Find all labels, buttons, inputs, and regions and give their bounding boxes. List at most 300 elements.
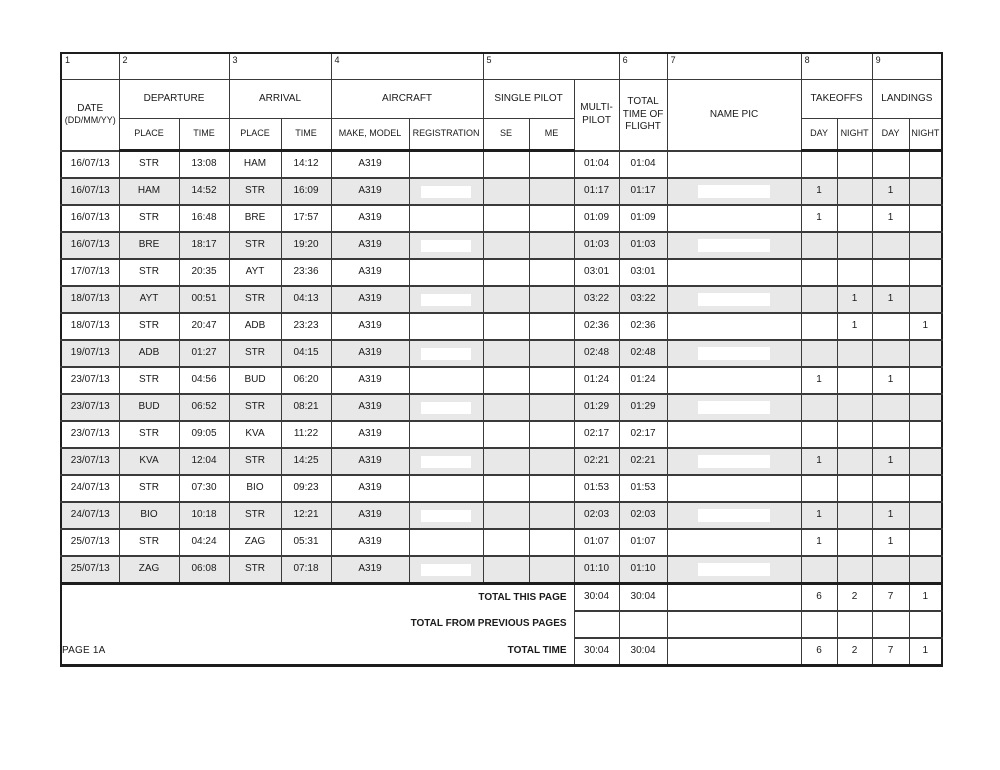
header-se: SE bbox=[483, 119, 529, 151]
group-header-row bbox=[61, 80, 942, 119]
cell-departure-place: STR bbox=[119, 205, 179, 232]
cell-landings-day bbox=[872, 259, 909, 286]
cell-date: 17/07/13 bbox=[61, 259, 119, 286]
cell-arrival-time: 14:12 bbox=[281, 151, 331, 179]
total-previous-pages-landings-day bbox=[872, 611, 909, 638]
cell-single-pilot-se bbox=[483, 151, 529, 179]
cell-takeoffs-night bbox=[837, 232, 872, 259]
flight-row bbox=[61, 178, 942, 205]
cell-arrival-time: 08:21 bbox=[281, 394, 331, 421]
cell-single-pilot-se bbox=[483, 286, 529, 313]
cell-registration bbox=[409, 556, 483, 584]
cell-arrival-place: BUD bbox=[229, 367, 281, 394]
header-date bbox=[61, 80, 119, 151]
cell-landings-day: 1 bbox=[872, 448, 909, 475]
total-previous-pages-takeoffs-day bbox=[801, 611, 837, 638]
cell-landings-night bbox=[909, 529, 942, 556]
cell-make-model: A319 bbox=[331, 529, 409, 556]
cell-takeoffs-day bbox=[801, 259, 837, 286]
cell-landings-day bbox=[872, 421, 909, 448]
flights-body bbox=[61, 151, 942, 584]
cell-arrival-place: STR bbox=[229, 556, 281, 584]
cell-departure-time: 20:35 bbox=[179, 259, 229, 286]
total-this-page-label: TOTAL THIS PAGE bbox=[61, 584, 574, 612]
cell-landings-night bbox=[909, 421, 942, 448]
cell-date: 19/07/13 bbox=[61, 340, 119, 367]
col-number-5: 5 bbox=[483, 53, 619, 80]
redaction-box bbox=[698, 428, 770, 441]
cell-landings-day: 1 bbox=[872, 502, 909, 529]
cell-takeoffs-night bbox=[837, 205, 872, 232]
total-previous-pages-row bbox=[61, 611, 942, 638]
redaction-box bbox=[421, 402, 471, 414]
cell-make-model: A319 bbox=[331, 178, 409, 205]
header-registration: REGISTRATION bbox=[409, 119, 483, 151]
cell-departure-place: STR bbox=[119, 529, 179, 556]
cell-arrival-time: 14:25 bbox=[281, 448, 331, 475]
cell-takeoffs-night bbox=[837, 367, 872, 394]
cell-landings-day bbox=[872, 232, 909, 259]
cell-multi-pilot: 02:17 bbox=[574, 421, 619, 448]
header-landings: LANDINGS bbox=[872, 80, 942, 119]
cell-multi-pilot: 02:21 bbox=[574, 448, 619, 475]
cell-single-pilot-me bbox=[529, 502, 574, 529]
cell-total-time: 01:03 bbox=[619, 232, 667, 259]
cell-total-time: 01:07 bbox=[619, 529, 667, 556]
flight-row bbox=[61, 556, 942, 584]
cell-departure-place: STR bbox=[119, 421, 179, 448]
cell-takeoffs-day bbox=[801, 394, 837, 421]
cell-departure-place: STR bbox=[119, 313, 179, 340]
total-time-label: TOTAL TIME bbox=[61, 638, 574, 666]
cell-arrival-place: STR bbox=[229, 178, 281, 205]
cell-registration bbox=[409, 259, 483, 286]
cell-departure-place: ADB bbox=[119, 340, 179, 367]
cell-registration bbox=[409, 313, 483, 340]
cell-departure-time: 06:52 bbox=[179, 394, 229, 421]
header-landings-day: DAY bbox=[872, 119, 909, 151]
total-time-row bbox=[61, 638, 942, 666]
cell-takeoffs-night bbox=[837, 475, 872, 502]
redaction-box bbox=[421, 483, 471, 495]
total-time-multi-pilot: 30:04 bbox=[574, 638, 619, 666]
cell-multi-pilot: 03:22 bbox=[574, 286, 619, 313]
cell-landings-night bbox=[909, 475, 942, 502]
cell-registration bbox=[409, 448, 483, 475]
cell-takeoffs-day bbox=[801, 475, 837, 502]
cell-multi-pilot: 01:17 bbox=[574, 178, 619, 205]
cell-single-pilot-se bbox=[483, 232, 529, 259]
redaction-box bbox=[421, 348, 471, 360]
table-header bbox=[61, 53, 942, 151]
cell-departure-time: 14:52 bbox=[179, 178, 229, 205]
cell-takeoffs-night bbox=[837, 421, 872, 448]
cell-total-time: 03:01 bbox=[619, 259, 667, 286]
cell-arrival-place: STR bbox=[229, 448, 281, 475]
redaction-box bbox=[421, 267, 471, 279]
cell-total-time: 01:29 bbox=[619, 394, 667, 421]
cell-arrival-place: STR bbox=[229, 232, 281, 259]
header-make-model: MAKE, MODEL bbox=[331, 119, 409, 151]
cell-single-pilot-se bbox=[483, 448, 529, 475]
cell-departure-time: 01:27 bbox=[179, 340, 229, 367]
cell-date: 16/07/13 bbox=[61, 178, 119, 205]
cell-landings-day bbox=[872, 394, 909, 421]
cell-single-pilot-me bbox=[529, 421, 574, 448]
cell-landings-day bbox=[872, 340, 909, 367]
cell-make-model: A319 bbox=[331, 448, 409, 475]
cell-arrival-time: 07:18 bbox=[281, 556, 331, 584]
cell-make-model: A319 bbox=[331, 475, 409, 502]
flight-row bbox=[61, 151, 942, 179]
cell-total-time: 01:24 bbox=[619, 367, 667, 394]
total-time-total-time: 30:04 bbox=[619, 638, 667, 666]
cell-multi-pilot: 01:10 bbox=[574, 556, 619, 584]
cell-registration bbox=[409, 232, 483, 259]
cell-make-model: A319 bbox=[331, 394, 409, 421]
cell-takeoffs-day: 1 bbox=[801, 367, 837, 394]
cell-date: 23/07/13 bbox=[61, 394, 119, 421]
flight-log-table bbox=[60, 52, 943, 667]
cell-single-pilot-me bbox=[529, 529, 574, 556]
header-takeoffs-night: NIGHT bbox=[837, 119, 872, 151]
cell-make-model: A319 bbox=[331, 151, 409, 179]
cell-departure-place: STR bbox=[119, 259, 179, 286]
cell-single-pilot-se bbox=[483, 313, 529, 340]
flight-row bbox=[61, 502, 942, 529]
cell-name-pic bbox=[667, 421, 801, 448]
cell-takeoffs-night bbox=[837, 340, 872, 367]
cell-single-pilot-me bbox=[529, 475, 574, 502]
total-previous-pages-multi-pilot bbox=[574, 611, 619, 638]
cell-multi-pilot: 03:01 bbox=[574, 259, 619, 286]
flight-row bbox=[61, 475, 942, 502]
cell-multi-pilot: 02:36 bbox=[574, 313, 619, 340]
cell-single-pilot-se bbox=[483, 367, 529, 394]
cell-landings-night bbox=[909, 367, 942, 394]
cell-landings-night bbox=[909, 205, 942, 232]
cell-name-pic bbox=[667, 313, 801, 340]
cell-arrival-time: 05:31 bbox=[281, 529, 331, 556]
cell-departure-place: BIO bbox=[119, 502, 179, 529]
redaction-box bbox=[698, 185, 770, 198]
cell-single-pilot-se bbox=[483, 529, 529, 556]
total-this-page-takeoffs-night: 2 bbox=[837, 584, 872, 612]
totals-body bbox=[61, 584, 942, 666]
flight-row bbox=[61, 367, 942, 394]
cell-departure-time: 09:05 bbox=[179, 421, 229, 448]
cell-takeoffs-day bbox=[801, 421, 837, 448]
redaction-box bbox=[698, 239, 770, 252]
cell-single-pilot-se bbox=[483, 205, 529, 232]
redaction-box bbox=[698, 455, 770, 468]
cell-departure-time: 04:56 bbox=[179, 367, 229, 394]
cell-landings-night bbox=[909, 286, 942, 313]
cell-departure-time: 13:08 bbox=[179, 151, 229, 179]
cell-landings-night: 1 bbox=[909, 313, 942, 340]
cell-total-time: 02:17 bbox=[619, 421, 667, 448]
cell-date: 18/07/13 bbox=[61, 286, 119, 313]
redaction-box bbox=[698, 320, 770, 333]
cell-multi-pilot: 01:29 bbox=[574, 394, 619, 421]
header-date-label: DATE bbox=[77, 102, 104, 114]
cell-arrival-time: 06:20 bbox=[281, 367, 331, 394]
total-this-page-multi-pilot: 30:04 bbox=[574, 584, 619, 612]
header-landings-night: NIGHT bbox=[909, 119, 942, 151]
cell-arrival-place: ADB bbox=[229, 313, 281, 340]
header-aircraft: AIRCRAFT bbox=[331, 80, 483, 119]
cell-make-model: A319 bbox=[331, 205, 409, 232]
cell-make-model: A319 bbox=[331, 286, 409, 313]
cell-date: 16/07/13 bbox=[61, 151, 119, 179]
cell-multi-pilot: 01:09 bbox=[574, 205, 619, 232]
cell-single-pilot-se bbox=[483, 178, 529, 205]
header-arrival-place: PLACE bbox=[229, 119, 281, 151]
cell-landings-day: 1 bbox=[872, 178, 909, 205]
cell-arrival-place: STR bbox=[229, 394, 281, 421]
cell-single-pilot-me bbox=[529, 394, 574, 421]
cell-departure-time: 18:17 bbox=[179, 232, 229, 259]
cell-landings-night bbox=[909, 340, 942, 367]
sub-header-row bbox=[61, 119, 942, 151]
cell-single-pilot-me bbox=[529, 313, 574, 340]
cell-registration bbox=[409, 340, 483, 367]
cell-departure-place: STR bbox=[119, 475, 179, 502]
cell-departure-time: 10:18 bbox=[179, 502, 229, 529]
cell-single-pilot-me bbox=[529, 286, 574, 313]
cell-arrival-time: 23:23 bbox=[281, 313, 331, 340]
cell-arrival-place: BIO bbox=[229, 475, 281, 502]
cell-departure-time: 00:51 bbox=[179, 286, 229, 313]
header-multi-pilot: MULTI-PILOT bbox=[574, 80, 619, 151]
total-this-page-total-time: 30:04 bbox=[619, 584, 667, 612]
header-takeoffs: TAKEOFFS bbox=[801, 80, 872, 119]
header-departure-time: TIME bbox=[179, 119, 229, 151]
cell-multi-pilot: 02:03 bbox=[574, 502, 619, 529]
cell-takeoffs-day: 1 bbox=[801, 205, 837, 232]
cell-departure-place: KVA bbox=[119, 448, 179, 475]
cell-total-time: 02:48 bbox=[619, 340, 667, 367]
cell-total-time: 02:21 bbox=[619, 448, 667, 475]
cell-departure-time: 20:47 bbox=[179, 313, 229, 340]
col-number-9: 9 bbox=[872, 53, 942, 80]
redaction-box bbox=[421, 294, 471, 306]
cell-landings-night bbox=[909, 502, 942, 529]
cell-total-time: 02:36 bbox=[619, 313, 667, 340]
redaction-box bbox=[421, 564, 471, 576]
cell-total-time: 01:09 bbox=[619, 205, 667, 232]
cell-name-pic bbox=[667, 394, 801, 421]
total-this-page-takeoffs-day: 6 bbox=[801, 584, 837, 612]
cell-single-pilot-me bbox=[529, 151, 574, 179]
header-total-time-of-flight: TOTAL TIME OF FLIGHT bbox=[619, 80, 667, 151]
cell-landings-day bbox=[872, 556, 909, 584]
total-this-page-landings-night: 1 bbox=[909, 584, 942, 612]
cell-registration bbox=[409, 205, 483, 232]
redaction-box bbox=[698, 563, 770, 576]
cell-registration bbox=[409, 394, 483, 421]
cell-multi-pilot: 01:04 bbox=[574, 151, 619, 179]
cell-single-pilot-me bbox=[529, 232, 574, 259]
cell-takeoffs-day: 1 bbox=[801, 448, 837, 475]
cell-takeoffs-night bbox=[837, 151, 872, 179]
flight-row bbox=[61, 340, 942, 367]
cell-takeoffs-night: 1 bbox=[837, 286, 872, 313]
cell-departure-place: BRE bbox=[119, 232, 179, 259]
cell-date: 24/07/13 bbox=[61, 475, 119, 502]
redaction-box bbox=[698, 482, 770, 495]
flight-row bbox=[61, 313, 942, 340]
col-number-2: 2 bbox=[119, 53, 229, 80]
cell-arrival-time: 17:57 bbox=[281, 205, 331, 232]
redaction-box bbox=[698, 212, 770, 225]
header-single-pilot: SINGLE PILOT bbox=[483, 80, 574, 119]
redaction-box bbox=[698, 536, 770, 549]
cell-takeoffs-day bbox=[801, 313, 837, 340]
cell-arrival-place: STR bbox=[229, 340, 281, 367]
cell-registration bbox=[409, 178, 483, 205]
cell-registration bbox=[409, 286, 483, 313]
cell-landings-night bbox=[909, 448, 942, 475]
cell-arrival-place: KVA bbox=[229, 421, 281, 448]
cell-takeoffs-day: 1 bbox=[801, 502, 837, 529]
cell-single-pilot-se bbox=[483, 475, 529, 502]
cell-total-time: 01:17 bbox=[619, 178, 667, 205]
flight-row bbox=[61, 286, 942, 313]
cell-name-pic bbox=[667, 259, 801, 286]
header-departure: DEPARTURE bbox=[119, 80, 229, 119]
cell-make-model: A319 bbox=[331, 502, 409, 529]
cell-total-time: 02:03 bbox=[619, 502, 667, 529]
header-departure-place: PLACE bbox=[119, 119, 179, 151]
cell-arrival-place: AYT bbox=[229, 259, 281, 286]
col-number-8: 8 bbox=[801, 53, 872, 80]
cell-total-time: 01:10 bbox=[619, 556, 667, 584]
cell-name-pic bbox=[667, 448, 801, 475]
cell-registration bbox=[409, 367, 483, 394]
redaction-box bbox=[421, 213, 471, 225]
flight-row bbox=[61, 448, 942, 475]
cell-single-pilot-me bbox=[529, 340, 574, 367]
column-number-row bbox=[61, 53, 942, 80]
redaction-box bbox=[421, 537, 471, 549]
redaction-box bbox=[698, 293, 770, 306]
cell-name-pic bbox=[667, 286, 801, 313]
cell-arrival-place: ZAG bbox=[229, 529, 281, 556]
cell-single-pilot-se bbox=[483, 502, 529, 529]
header-name-pic: NAME PIC bbox=[667, 80, 801, 151]
cell-registration bbox=[409, 475, 483, 502]
total-previous-pages-landings-night bbox=[909, 611, 942, 638]
cell-registration bbox=[409, 151, 483, 179]
cell-departure-place: HAM bbox=[119, 178, 179, 205]
header-takeoffs-day: DAY bbox=[801, 119, 837, 151]
cell-name-pic bbox=[667, 502, 801, 529]
redaction-box bbox=[421, 456, 471, 468]
cell-arrival-time: 11:22 bbox=[281, 421, 331, 448]
flight-row bbox=[61, 529, 942, 556]
cell-single-pilot-se bbox=[483, 259, 529, 286]
cell-takeoffs-night bbox=[837, 178, 872, 205]
page-number: PAGE 1A bbox=[62, 645, 106, 656]
cell-arrival-place: HAM bbox=[229, 151, 281, 179]
cell-departure-time: 06:08 bbox=[179, 556, 229, 584]
cell-make-model: A319 bbox=[331, 421, 409, 448]
cell-landings-night bbox=[909, 178, 942, 205]
cell-arrival-time: 09:23 bbox=[281, 475, 331, 502]
cell-make-model: A319 bbox=[331, 313, 409, 340]
redaction-box bbox=[421, 240, 471, 252]
total-time-landings-day: 7 bbox=[872, 638, 909, 666]
redaction-box bbox=[698, 401, 770, 414]
cell-departure-place: BUD bbox=[119, 394, 179, 421]
cell-landings-night bbox=[909, 394, 942, 421]
cell-departure-time: 16:48 bbox=[179, 205, 229, 232]
header-arrival-time: TIME bbox=[281, 119, 331, 151]
flight-row bbox=[61, 394, 942, 421]
cell-name-pic bbox=[667, 367, 801, 394]
cell-arrival-place: STR bbox=[229, 286, 281, 313]
cell-landings-night bbox=[909, 259, 942, 286]
col-number-4: 4 bbox=[331, 53, 483, 80]
cell-date: 16/07/13 bbox=[61, 205, 119, 232]
redaction-box bbox=[698, 158, 770, 171]
redaction-box bbox=[421, 321, 471, 333]
redaction-box bbox=[698, 509, 770, 522]
cell-takeoffs-night: 1 bbox=[837, 313, 872, 340]
cell-single-pilot-me bbox=[529, 205, 574, 232]
cell-takeoffs-day bbox=[801, 340, 837, 367]
total-time-takeoffs-night: 2 bbox=[837, 638, 872, 666]
total-this-page-name-pic bbox=[667, 584, 801, 612]
flight-row bbox=[61, 421, 942, 448]
cell-multi-pilot: 01:24 bbox=[574, 367, 619, 394]
cell-takeoffs-night bbox=[837, 448, 872, 475]
cell-takeoffs-night bbox=[837, 502, 872, 529]
cell-make-model: A319 bbox=[331, 232, 409, 259]
cell-registration bbox=[409, 529, 483, 556]
cell-single-pilot-me bbox=[529, 556, 574, 584]
cell-total-time: 03:22 bbox=[619, 286, 667, 313]
cell-name-pic bbox=[667, 340, 801, 367]
cell-arrival-time: 04:15 bbox=[281, 340, 331, 367]
cell-departure-time: 07:30 bbox=[179, 475, 229, 502]
col-number-1: 1 bbox=[61, 53, 119, 80]
cell-arrival-place: BRE bbox=[229, 205, 281, 232]
cell-departure-time: 12:04 bbox=[179, 448, 229, 475]
cell-arrival-time: 16:09 bbox=[281, 178, 331, 205]
header-arrival: ARRIVAL bbox=[229, 80, 331, 119]
cell-make-model: A319 bbox=[331, 259, 409, 286]
cell-total-time: 01:04 bbox=[619, 151, 667, 179]
cell-name-pic bbox=[667, 556, 801, 584]
cell-landings-night bbox=[909, 556, 942, 584]
total-previous-pages-name-pic bbox=[667, 611, 801, 638]
total-time-takeoffs-day: 6 bbox=[801, 638, 837, 666]
cell-single-pilot-se bbox=[483, 340, 529, 367]
redaction-box bbox=[421, 429, 471, 441]
cell-multi-pilot: 01:53 bbox=[574, 475, 619, 502]
cell-date: 25/07/13 bbox=[61, 556, 119, 584]
cell-single-pilot-se bbox=[483, 394, 529, 421]
cell-departure-place: ZAG bbox=[119, 556, 179, 584]
cell-takeoffs-night bbox=[837, 529, 872, 556]
cell-takeoffs-day bbox=[801, 232, 837, 259]
redaction-box bbox=[421, 510, 471, 522]
redaction-box bbox=[421, 375, 471, 387]
redaction-box bbox=[698, 266, 770, 279]
cell-single-pilot-se bbox=[483, 556, 529, 584]
